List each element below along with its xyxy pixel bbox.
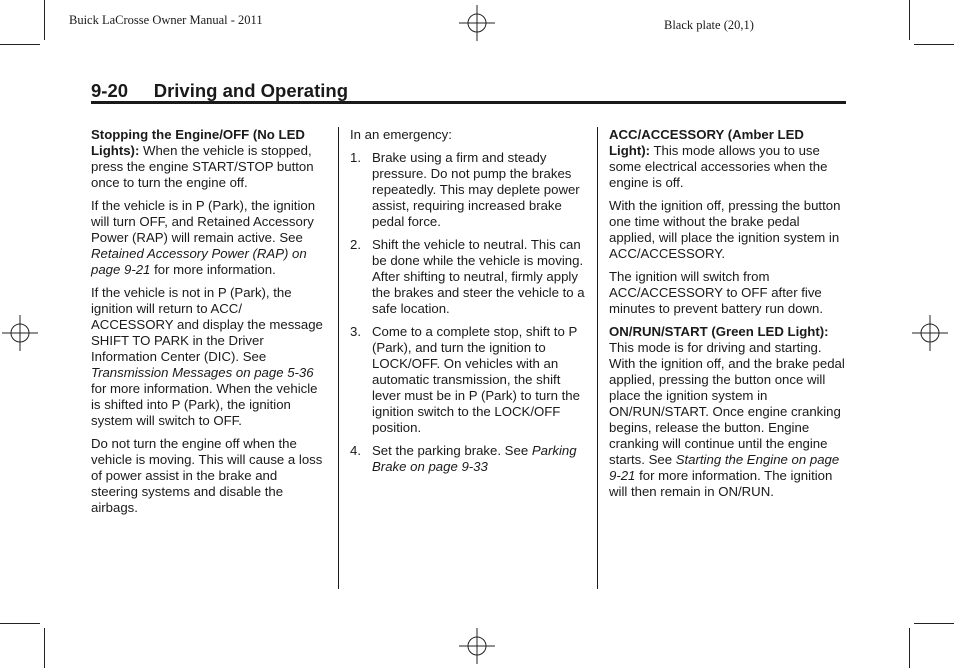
crop-mark: [0, 44, 40, 45]
registration-mark-bottom: [459, 628, 495, 664]
column-divider: [597, 127, 598, 589]
column-right: [609, 127, 847, 507]
paragraph: The ignition will switch from ACC/ACCESSORY to OFF after five minutes to prevent battery run down.: [609, 269, 824, 316]
page-number: 9-20: [91, 80, 129, 101]
subheading: Stopping the Engine/OFF (No LED Lights):: [91, 127, 305, 158]
section-title: Driving and Operating: [153, 80, 349, 101]
crop-mark: [909, 0, 910, 40]
registration-mark-right: [912, 315, 948, 351]
paragraph: ON/RUN/START (Green LED Light): This mode is for driving and starting. With the ignition off, and the brake pedal applied, pressing the button once will place the ignition system in ON/RUN/START. Once engine cranking begins, release the button. Engine cranking will continue until the engine starts. See Starting the Engine on page 9-21 for more information. The ignition will then remain in ON/RUN.: [609, 324, 845, 499]
list-item: 1. Brake using a firm and steady pressure. Do not pump the brakes repeatedly. This may deplete power assist, requiring increased brake pedal force.: [350, 150, 580, 229]
plate-label: Black plate (20,1): [664, 18, 754, 32]
cross-reference-link[interactable]: Starting the Engine on page 9-21: [609, 452, 840, 483]
column-left: [91, 127, 327, 523]
registration-mark-top: [459, 5, 495, 41]
registration-mark-left: [2, 315, 38, 351]
subheading: ACC/ACCESSORY (Amber LED Light):: [609, 127, 804, 158]
crop-mark: [914, 44, 954, 45]
cross-reference-link[interactable]: Retained Accessory Power (RAP) on page 9-21: [91, 246, 307, 277]
crop-mark: [914, 623, 954, 624]
paragraph: If the vehicle is in P (Park), the ignition will turn OFF, and Retained Accessory Power (RAP) will remain active. See Retained Accessory Power (RAP) on page 9-21 for more information.: [91, 198, 316, 277]
list-item: 4. Set the parking brake. See Parking Brake on page 9-33: [350, 443, 577, 474]
cross-reference-link[interactable]: Parking Brake on page 9-33: [372, 443, 577, 474]
paragraph: Do not turn the engine off when the vehicle is moving. This will cause a loss of power assist in the brake and steering systems and disable the airbags.: [91, 436, 323, 515]
manual-title: Buick LaCrosse Owner Manual - 2011: [69, 13, 263, 27]
paragraph: Stopping the Engine/OFF (No LED Lights): When the vehicle is stopped, press the engine START/STOP button once to turn the engine off.: [91, 127, 314, 190]
crop-mark: [44, 628, 45, 668]
subheading: ON/RUN/START (Green LED Light):: [609, 324, 829, 339]
list-item: 2. Shift the vehicle to neutral. This can be done while the vehicle is moving. After shifting to neutral, firmly apply the brakes and steer the vehicle to a safe location.: [350, 237, 585, 316]
paragraph: If the vehicle is not in P (Park), the ignition will return to ACC/ ACCESSORY and display the message SHIFT TO PARK in the Driver Information Center (DIC). See Transmission Messages on page 5-36 for more information. When the vehicle is shifted into P (Park), the ignition system will switch to OFF.: [91, 285, 323, 428]
paragraph: In an emergency:: [350, 127, 452, 142]
cross-reference-link[interactable]: Transmission Messages on page 5-36: [91, 365, 314, 380]
emergency-steps-list: [350, 150, 588, 475]
paragraph: With the ignition off, pressing the button one time without the brake pedal applied, will place the ignition system in ACC/ACCESSORY.: [609, 198, 841, 261]
heading-rule: [91, 101, 846, 104]
crop-mark: [0, 623, 40, 624]
list-item: 3. Come to a complete stop, shift to P (Park), and turn the ignition to LOCK/OFF. On vehicles with an automatic transmission, the shift lever must be in P (Park) to turn the ignition switch to the LOCK/OFF position.: [350, 324, 580, 435]
crop-mark: [44, 0, 45, 40]
crop-mark: [909, 628, 910, 668]
section-heading: [91, 80, 348, 102]
column-middle: [350, 127, 588, 482]
paragraph: ACC/ACCESSORY (Amber LED Light): This mode allows you to use some electrical accessories when the engine is off.: [609, 127, 828, 190]
column-divider: [338, 127, 339, 589]
